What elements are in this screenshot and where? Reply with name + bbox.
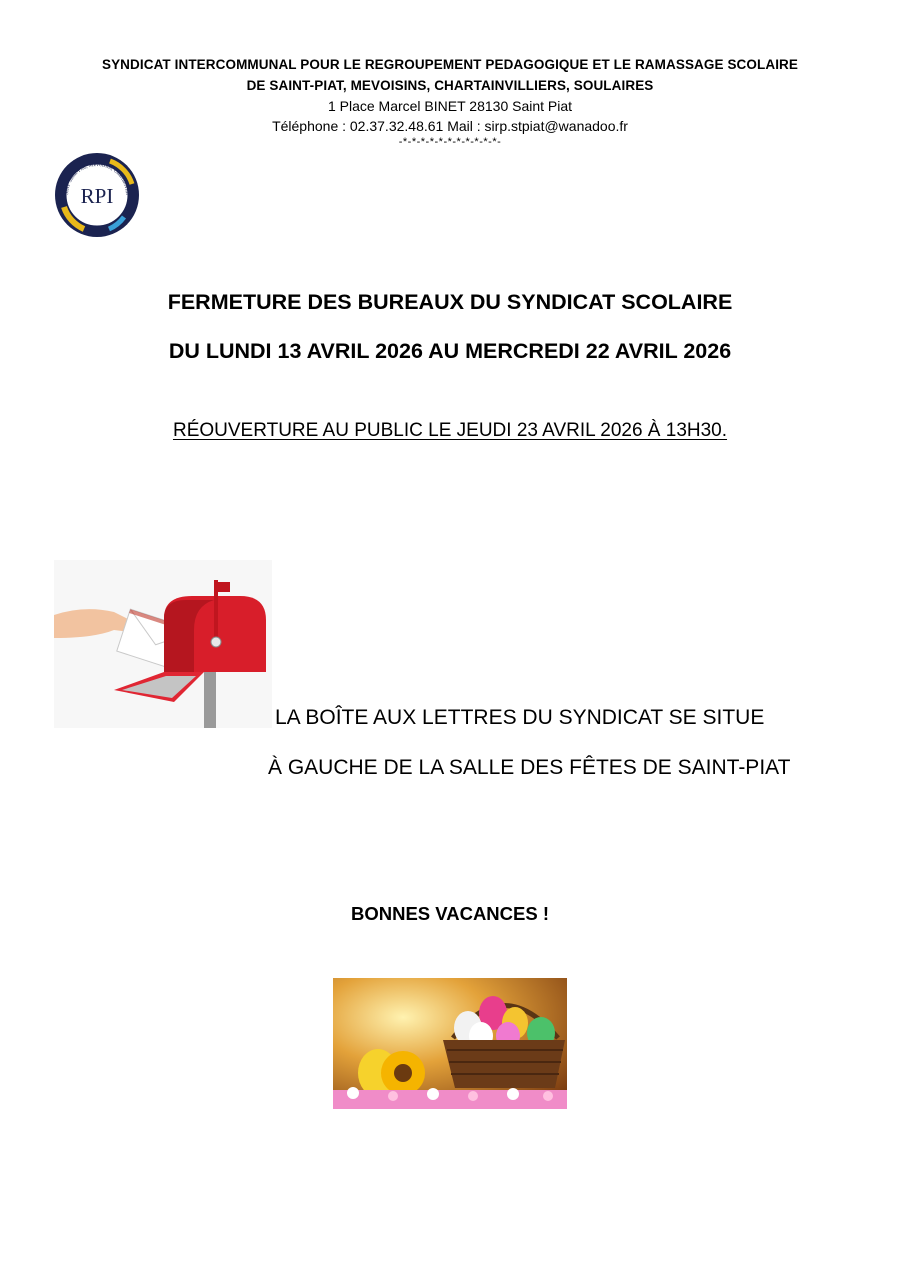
- easter-basket-icon: [333, 978, 567, 1109]
- logo-ring-text: SIRP Saint-Piat, Mévoisins, Chartainvilli: [63, 161, 131, 196]
- rpi-logo: [54, 152, 140, 238]
- holiday-greeting: BONNES VACANCES !: [350, 903, 550, 924]
- org-name-line1: SYNDICAT INTERCOMMUNAL POUR LE REGROUPEMENT PEDAGOGIQUE ET LE RAMASSAGE SCOLAIRE: [101, 57, 799, 72]
- rpi-logo-icon: [54, 152, 140, 238]
- notice-title-line1: FERMETURE DES BUREAUX DU SYNDICAT SCOLAIRE: [167, 290, 733, 314]
- letterhead: [0, 54, 900, 148]
- mailbox-illustration: [54, 560, 272, 728]
- org-name-line2: DE SAINT-PIAT, MEVOISINS, CHARTAINVILLIERS, SOULAIRES: [246, 78, 654, 93]
- mailbox-icon: [54, 560, 272, 728]
- reopening-notice: RÉOUVERTURE AU PUBLIC LE JEUDI 23 AVRIL 2026 À 13H30.: [172, 420, 728, 441]
- easter-basket-illustration: [333, 978, 567, 1109]
- org-address: 1 Place Marcel BINET 28130 Saint Piat: [327, 98, 573, 114]
- org-contact: Téléphone : 02.37.32.48.61 Mail : sirp.stpiat@wanadoo.fr: [272, 118, 628, 134]
- header-separator: -*-*-*-*-*-*-*-*-*-*-*-: [398, 136, 502, 148]
- notice-title-line2: DU LUNDI 13 AVRIL 2026 AU MERCREDI 22 AVRIL 2026: [168, 339, 732, 363]
- mailbox-location-line1: LA BOÎTE AUX LETTRES DU SYNDICAT SE SITUE: [275, 706, 765, 729]
- logo-text: RPI: [80, 184, 114, 208]
- mailbox-location-line2: À GAUCHE DE LA SALLE DES FÊTES DE SAINT-PIAT: [268, 756, 791, 779]
